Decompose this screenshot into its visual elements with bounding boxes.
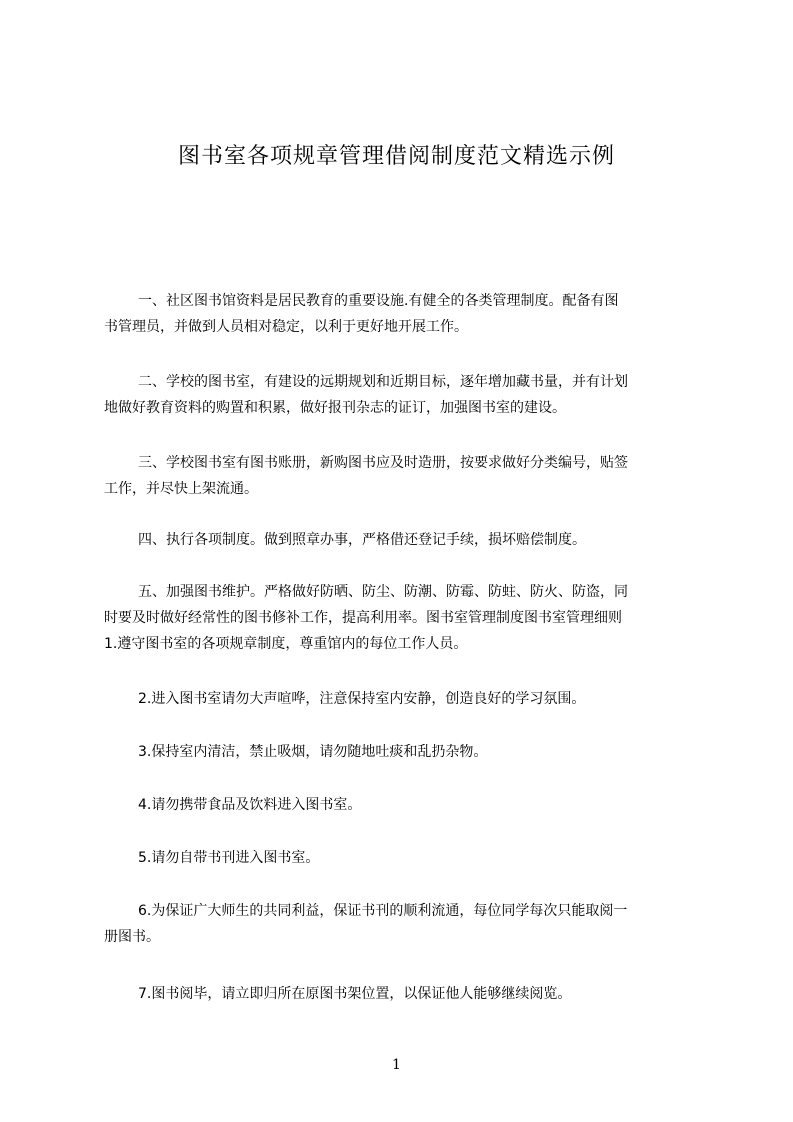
paragraph-line: 1.遵守图书室的各项规章制度，尊重馆内的每位工作人员。 <box>104 636 468 652</box>
paragraph-line: 7.图书阅毕，请立即归所在原图书架位置，以保证他人能够继续阅览。 <box>138 986 572 1002</box>
paragraph-line: 工作，并尽快上架流通。 <box>104 481 258 497</box>
page-number: 1 <box>392 1057 401 1073</box>
paragraph-line: 五、加强图书维护。严格做好防晒、防尘、防潮、防霉、防蛀、防火、防盗，同 <box>138 584 628 600</box>
paragraph-line: 一、社区图书馆资料是居民教育的重要设施.有健全的各类管理制度。配备有图 <box>138 293 619 309</box>
paragraph <box>104 845 702 871</box>
paragraph-line: 2.进入图书室请勿大声喧哗，注意保持室内安静，创造良好的学习氛围。 <box>138 691 586 707</box>
paragraph <box>104 527 702 553</box>
document-title: 图书室各项规章管理借阅制度范文精选示例 <box>177 144 615 169</box>
paragraph-line: 5.请勿自带书刊进入图书室。 <box>138 850 320 866</box>
paragraph <box>104 686 702 712</box>
paragraph-line: 书管理员，并做到人员相对稳定，以利于更好地开展工作。 <box>104 319 468 335</box>
paragraph <box>104 369 702 421</box>
paragraph-line: 四、执行各项制度。做到照章办事，严格借还登记手续，损坏赔偿制度。 <box>138 532 586 548</box>
paragraph <box>104 288 702 340</box>
paragraph <box>104 450 702 502</box>
paragraph-line: 三、学校图书室有图书账册，新购图书应及时造册，按要求做好分类编号，贴签 <box>138 455 628 471</box>
paragraph-line: 4.请勿携带食品及饮料进入图书室。 <box>138 797 362 813</box>
paragraph-line: 册图书。 <box>104 929 160 945</box>
paragraph-line: 二、学校的图书室，有建设的远期规划和近期目标，逐年增加藏书量，并有计划 <box>138 374 628 390</box>
paragraph-line: 时要及时做好经常性的图书修补工作，提高利用率。图书室管理制度图书室管理细则 <box>104 610 622 626</box>
paragraph-line: 3.保持室内清洁，禁止吸烟，请勿随地吐痰和乱扔杂物。 <box>138 744 488 760</box>
paragraph <box>104 792 702 818</box>
paragraph <box>104 739 702 765</box>
paragraph <box>104 898 702 950</box>
paragraph-line: 地做好教育资料的购置和积累，做好报刊杂志的证订，加强图书室的建设。 <box>104 400 566 416</box>
paragraph <box>104 981 702 1007</box>
paragraph <box>104 579 702 657</box>
paragraph-line: 6.为保证广大师生的共同利益，保证书刊的顺利流通，每位同学每次只能取阅一 <box>138 903 628 919</box>
